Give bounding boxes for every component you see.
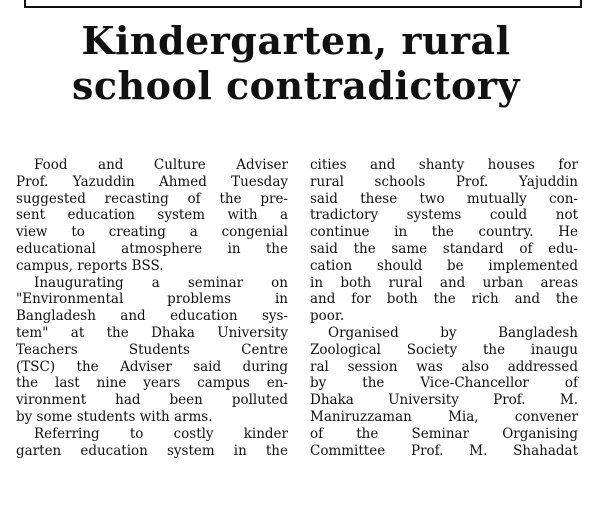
article-line: Food and Culture Adviser	[34, 157, 288, 173]
article-line: said the same standard of edu-	[310, 240, 578, 257]
article-line: rural schools Prof. Yajuddin	[310, 173, 578, 190]
article-line: Committee Prof. M. Shahadat	[310, 442, 578, 459]
headline-line-1: Kindergarten, rural	[81, 18, 511, 63]
article-line: vironment had been polluted	[16, 392, 288, 409]
article-column-left	[16, 157, 288, 459]
article-line: continue in the country. He	[310, 224, 578, 241]
headline-line-2: school contradictory	[72, 63, 520, 108]
article-line: Bangladesh and education sys-	[16, 308, 288, 325]
article-line: said these two mutually con-	[310, 190, 578, 207]
article-line: cation should be implemented	[310, 257, 578, 274]
article-line: campus, reports BSS.	[16, 257, 164, 274]
article-line: in both rural and urban areas	[310, 274, 578, 291]
article-line: by some students with arms.	[16, 408, 213, 425]
article-line: suggested recasting of the pre-	[16, 190, 288, 207]
top-frame-border	[24, 0, 582, 8]
article-line: "Environmental problems in	[16, 291, 288, 308]
article-line: garten education system in the	[16, 442, 288, 459]
article-line: Maniruzzaman Mia, convener	[310, 408, 578, 425]
article-line: view to creating a congenial	[16, 224, 288, 241]
article-line: by the Vice-Chancellor of	[310, 375, 578, 392]
article-line: Dhaka University Prof. M.	[310, 392, 578, 409]
article-line: Teachers Students Centre	[16, 341, 288, 358]
article-line: Zoological Society the inaugu	[310, 341, 578, 358]
article-line: Inaugurating a seminar on	[34, 274, 288, 291]
article-line: Organised by Bangladesh	[328, 324, 578, 341]
article-column-right	[310, 157, 578, 459]
article-line: and for both the rich and the	[310, 291, 578, 308]
article-line: sent education system with a	[16, 207, 288, 224]
article-line: Prof. Yazuddin Ahmed Tuesday	[16, 173, 288, 190]
article-line: poor.	[310, 308, 345, 325]
article-line: ral session was also addressed	[310, 358, 578, 375]
article-line: the last nine years campus en-	[16, 375, 288, 392]
article-line: cities and shanty houses for	[310, 157, 578, 173]
article-line: (TSC) the Adviser said during	[16, 358, 288, 375]
article-line: Referring to costly kinder	[34, 425, 288, 442]
article-line: tem" at the Dhaka University	[16, 324, 288, 341]
headline	[0, 18, 592, 108]
article-line: tradictory systems could not	[310, 207, 578, 224]
article-line: of the Seminar Organising	[310, 425, 578, 442]
article-line: educational atmosphere in the	[16, 240, 288, 257]
